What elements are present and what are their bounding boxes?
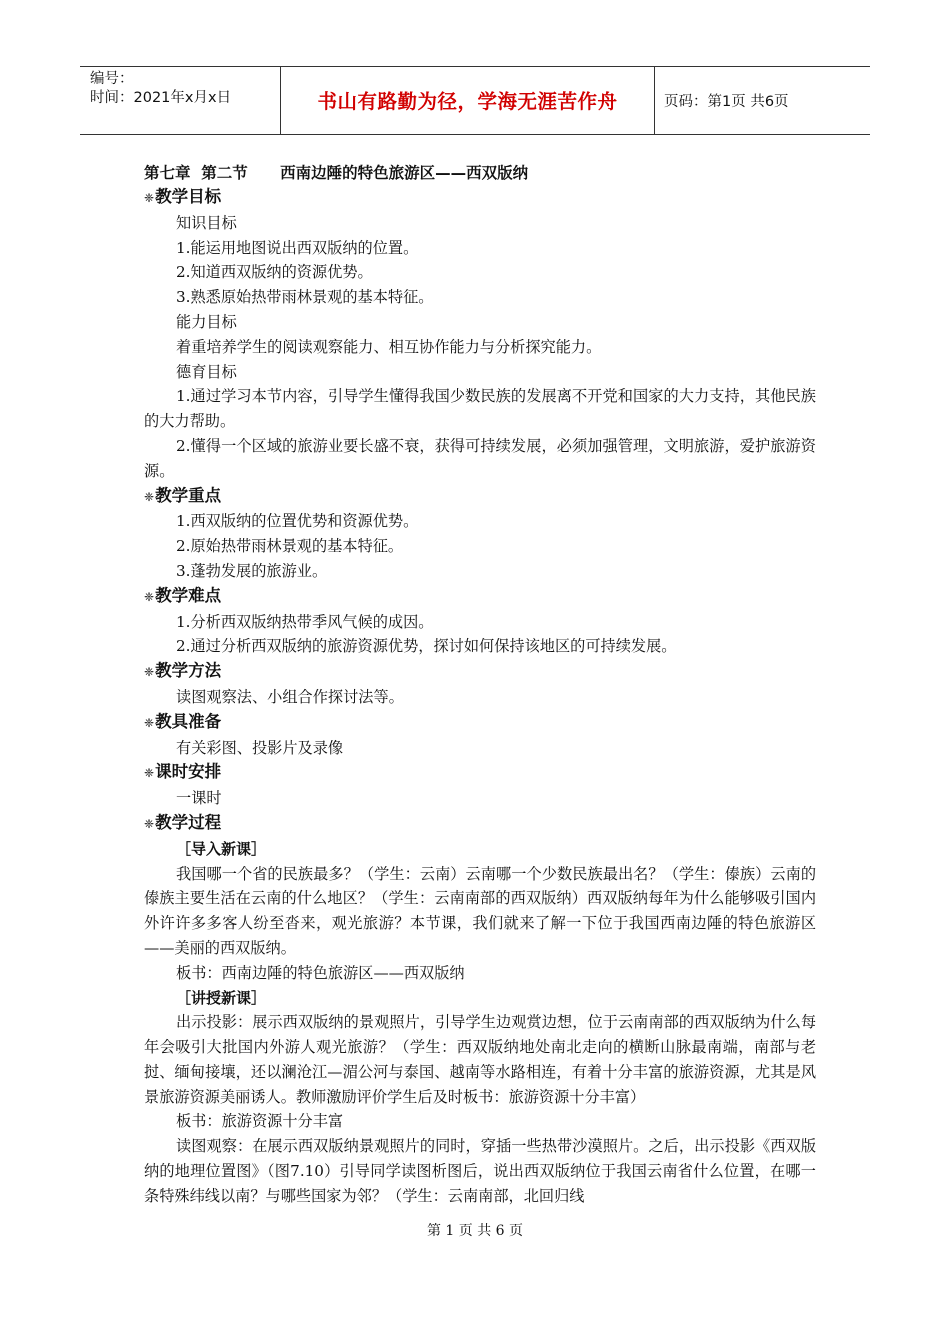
- header-divider-right: [654, 66, 655, 134]
- tools-text: 有关彩图、投影片及录像: [176, 738, 344, 757]
- document-body: [144, 161, 816, 1209]
- section-heading-process: ❈教学过程: [144, 812, 222, 832]
- page-title: 第七章 第二节 西南边陲的特色旅游区——西双版纳: [144, 164, 529, 182]
- section-heading-goals: ❈教学目标: [144, 187, 222, 206]
- section-heading-method: ❈教学方法: [144, 661, 222, 681]
- header-page-label: 页码：第1页 共6页: [664, 93, 789, 110]
- subheading-intro: ［导入新课］: [176, 839, 267, 858]
- section-mark-icon: ❈: [144, 665, 155, 680]
- list-item: 1.西双版纳的位置优势和资源优势。: [176, 512, 419, 531]
- list-item: 3.蓬勃发展的旅游业。: [176, 561, 328, 580]
- section-mark-icon: ❈: [144, 589, 155, 604]
- list-item: 2.知道西双版纳的资源优势。: [176, 263, 373, 282]
- schedule-text: 一课时: [176, 789, 222, 808]
- list-item: 3.熟悉原始热带雨林景观的基本特征。: [176, 288, 434, 307]
- section-heading-schedule: ❈课时安排: [144, 762, 222, 782]
- list-item: 2.通过分析西双版纳的旅游资源优势，探讨如何保持该地区的可持续发展。: [176, 637, 677, 656]
- page-footer: 第 1 页 共 6 页: [426, 1223, 524, 1239]
- number-label: 编号：: [90, 71, 134, 87]
- subheading-ability: 能力目标: [176, 312, 237, 331]
- section-mark-icon: ❈: [144, 191, 155, 205]
- teach-paragraph: 读图观察：在展示西双版纳景观照片的同时，穿插一些热带沙漠照片。之后，出示投影《西双版纳的地理位置图》（图7.10）引导同学读图析图后，说出西双版纳位于我国云南省什么位置，在哪一条特殊纬线以南？与哪些国家为邻？（学生：云南南部，北回归线: [144, 1137, 816, 1205]
- list-item: 2.原始热带雨林景观的基本特征。: [176, 537, 404, 556]
- time-label: 时间：2021年x月x日: [90, 90, 232, 106]
- board-note: 板书：旅游资源十分丰富: [176, 1112, 344, 1131]
- section-mark-icon: ❈: [144, 489, 155, 504]
- section-mark-icon: ❈: [144, 816, 155, 831]
- header-info: [90, 70, 231, 108]
- list-item: 1.分析西双版纳热带季风气候的成因。: [176, 612, 434, 631]
- ability-text: 着重培养学生的阅读观察能力、相互协作能力与分析探究能力。: [176, 337, 602, 356]
- section-heading-tools: ❈教具准备: [144, 711, 222, 731]
- method-text: 读图观察法、小组合作探讨法等。: [176, 687, 404, 706]
- board-note: 板书：西南边陲的特色旅游区——西双版纳: [176, 963, 465, 982]
- moral-item: 2.懂得一个区域的旅游业要长盛不衰，获得可持续发展，必须加强管理，文明旅游，爱护旅游资源。: [144, 436, 816, 480]
- header-motto: 书山有路勤为径，学海无涯苦作舟: [317, 90, 618, 113]
- intro-paragraph: 我国哪一个省的民族最多？（学生：云南）云南哪一个少数民族最出名？（学生：傣族）云南的傣族主要生活在云南的什么地区？（学生：云南南部的西双版纳）西双版纳每年为什么能够吸引国内外许许多多客人纷至沓来，观光旅游？本节课，我们就来了解一下位于我国西南边陲的特色旅游区——美丽的西双版纳。: [144, 864, 816, 957]
- teach-paragraph: 出示投影：展示西双版纳的景观照片，引导学生边观赏边想，位于云南南部的西双版纳为什么每年会吸引大批国内外游人观光旅游？（学生：西双版纳地处南北走向的横断山脉最南端，南部与老挝、缅甸接壤，还以澜沧江—湄公河与泰国、越南等水路相连，有着十分丰富的旅游资源，尤其是风景旅游资源美丽诱人。教师激励评价学生后及时板书：旅游资源十分丰富）: [144, 1013, 816, 1106]
- subheading-teach: ［讲授新课］: [176, 988, 267, 1007]
- subheading-moral: 德育目标: [176, 362, 237, 381]
- section-mark-icon: ❈: [144, 766, 155, 781]
- header-bottom-rule: [80, 134, 870, 135]
- section-mark-icon: ❈: [144, 715, 155, 730]
- subheading-knowledge: 知识目标: [176, 213, 237, 232]
- moral-item: 1.通过学习本节内容，引导学生懂得我国少数民族的发展离不开党和国家的大力支持，其他民族的大力帮助。: [144, 387, 816, 431]
- list-item: 1.能运用地图说出西双版纳的位置。: [176, 238, 419, 257]
- section-heading-difficulty: ❈教学难点: [144, 585, 222, 605]
- section-heading-focus: ❈教学重点: [144, 485, 222, 505]
